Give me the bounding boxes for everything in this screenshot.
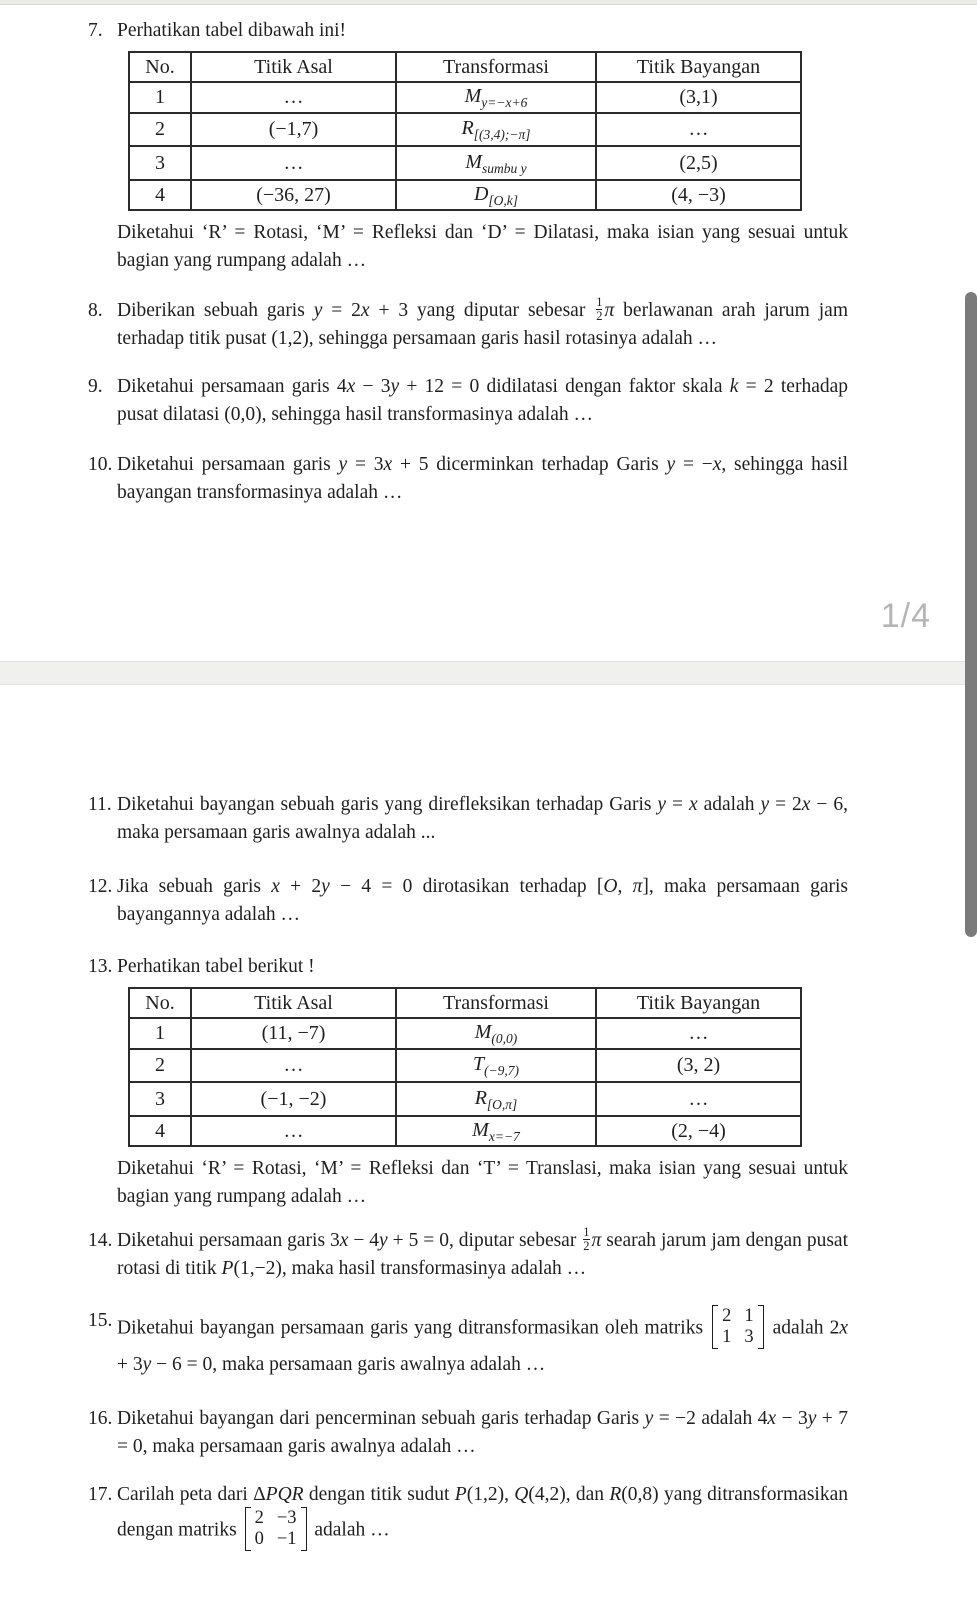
question-body: Diketahui bayangan dari pencerminan sebuah garis terhadap Garis y = −2 adalah 4x − 3y + 7 = 0, maka persamaan garis awalnya adalah … xyxy=(117,1408,848,1458)
table-cell: 4 xyxy=(129,180,191,210)
table-cell: … xyxy=(191,146,396,180)
question-number: 8. xyxy=(88,300,103,321)
table-cell: (4, −3) xyxy=(596,180,801,210)
fraction: $\frac{1}{2}$ xyxy=(596,295,603,324)
page-indicator: 1/4 xyxy=(880,597,931,635)
table-row xyxy=(129,1116,801,1146)
table-header-row xyxy=(129,988,801,1018)
table-cell: (3, 2) xyxy=(596,1049,801,1082)
table-cell: (−1, −2) xyxy=(191,1082,396,1116)
transformation-table-13 xyxy=(128,987,802,1147)
table-cell: 1 xyxy=(129,1018,191,1049)
question-14 xyxy=(88,1227,848,1283)
question-body: Diketahui persamaan garis 4x − 3y + 12 = 0 didilatasi dengan faktor skala k = 2 terhadap pusat dilatasi (0,0), sehingga hasil transformasinya adalah … xyxy=(117,376,848,426)
question-number: 10. xyxy=(88,454,113,476)
question-body: Diketahui bayangan sebuah garis yang direfleksikan terhadap Garis y = x adalah y = 2x − 6, maka persamaan garis awalnya adalah ... xyxy=(117,794,848,843)
table-cell: 4 xyxy=(129,1116,191,1146)
question-number: 15. xyxy=(88,1310,113,1332)
matrix-entry: 3 xyxy=(744,1327,754,1348)
table-cell: … xyxy=(191,82,396,113)
transformation-table-7 xyxy=(128,51,802,211)
matrix-entry: 0 xyxy=(254,1529,264,1550)
table-cell: 3 xyxy=(129,1082,191,1116)
table-header-cell: No. xyxy=(129,988,191,1018)
table-cell: $D_{[O,k]}$ xyxy=(396,180,596,210)
table-cell: … xyxy=(596,1018,801,1049)
question-13 xyxy=(88,953,848,1211)
table-cell: $T_{(-9,7)}$ xyxy=(396,1049,596,1082)
table-cell: 1 xyxy=(129,82,191,113)
table-cell: (2, −4) xyxy=(596,1116,801,1146)
matrix xyxy=(245,1507,307,1551)
question-number: 13. xyxy=(88,956,113,977)
table-cell: (11, −7) xyxy=(191,1018,396,1049)
table-header-row xyxy=(129,52,801,82)
question-body: Perhatikan tabel dibawah ini! xyxy=(117,20,347,41)
table-row xyxy=(129,1082,801,1116)
matrix-entry: −1 xyxy=(276,1529,297,1550)
question-number: 16. xyxy=(88,1408,113,1430)
table-header-cell: Titik Asal xyxy=(191,988,396,1018)
question-body: Diberikan sebuah garis y = 2x + 3 yang diputar sebesar $\frac{1}{2}$ π berlawanan arah jarum jam terhadap titik pusat (1,2), sehingga persamaan garis hasil rotasinya adalah … xyxy=(117,295,848,350)
matrix-entries xyxy=(251,1507,301,1551)
table-cell: … xyxy=(596,113,801,146)
table-cell: $M_{y=-x+6}$ xyxy=(396,82,596,113)
question-body: Diketahui persamaan garis 3x − 4y + 5 = 0, diputar sebesar $\frac{1}{2}$ π searah jarum jam dengan pusat rotasi di titik P(1,−2), maka hasil transformasinya adalah … xyxy=(117,1225,849,1280)
table-row xyxy=(129,180,801,210)
question-10 xyxy=(88,451,848,507)
matrix-bracket-right xyxy=(758,1305,764,1349)
page-2 xyxy=(0,685,977,1617)
table-header-cell: No. xyxy=(129,52,191,82)
table-row xyxy=(129,82,801,113)
matrix-bracket-right xyxy=(301,1507,307,1551)
question-body: Diketahui bayangan persamaan garis yang ditransformasikan oleh matriks 2 1 1 3 adalah 2x + 3y − 6 = 0, maka persamaan garis awalnya adalah … xyxy=(117,1306,848,1376)
question-8 xyxy=(88,297,848,353)
question-17 xyxy=(88,1481,848,1553)
table-row xyxy=(129,146,801,180)
question-number: 7. xyxy=(88,20,103,41)
matrix-entry: 2 xyxy=(254,1508,264,1529)
question-12 xyxy=(88,873,848,929)
question-number: 12. xyxy=(88,876,113,897)
question-body: Diketahui persamaan garis y = 3x + 5 dicerminkan terhadap Garis y = −x, sehingga hasil bayangan transformasinya adalah … xyxy=(117,454,848,504)
table-header-cell: Transformasi xyxy=(396,52,596,82)
table-header-cell: Transformasi xyxy=(396,988,596,1018)
table-cell: … xyxy=(596,1082,801,1116)
matrix-entry: −3 xyxy=(276,1508,297,1529)
table-cell: $M_{x=-7}$ xyxy=(396,1116,596,1146)
question-body: Jika sebuah garis x + 2y − 4 = 0 dirotasikan terhadap [O, π], maka persamaan garis bayangannya adalah … xyxy=(117,876,849,925)
table-cell: 2 xyxy=(129,113,191,146)
question-body: Perhatikan tabel berikut ! xyxy=(117,956,315,977)
page-2-questions xyxy=(88,791,977,1553)
table-cell: … xyxy=(191,1116,396,1146)
table-cell: $M_{sumbu y}$ xyxy=(396,146,596,180)
question-16 xyxy=(88,1405,848,1461)
table-cell: $R_{[O,\pi]}$ xyxy=(396,1082,596,1116)
question-tail: Diketahui ‘R’ = Rotasi, ‘M’ = Refleksi dan ‘D’ = Dilatasi, maka isian yang sesuai untuk bagian yang rumpang adalah … xyxy=(117,222,848,271)
matrix-entry: 2 xyxy=(722,1306,732,1327)
table-cell: (−36, 27) xyxy=(191,180,396,210)
question-number: 17. xyxy=(88,1484,113,1506)
question-number: 14. xyxy=(88,1230,113,1251)
fraction: $\frac{1}{2}$ xyxy=(583,1225,590,1254)
page-1 xyxy=(0,5,977,661)
question-body: Carilah peta dari ΔPQR dengan titik sudut P(1,2), Q(4,2), dan R(0,8) yang ditransformasikan dengan matriks 2 −3 0 −1 adalah … xyxy=(117,1484,848,1550)
table-cell: (−1,7) xyxy=(191,113,396,146)
matrix xyxy=(712,1305,764,1349)
table-row xyxy=(129,113,801,146)
table-cell: 3 xyxy=(129,146,191,180)
page-1-questions xyxy=(88,17,977,507)
scrollbar-thumb[interactable] xyxy=(965,292,977,937)
matrix-entry: 1 xyxy=(744,1306,754,1327)
table-header-cell: Titik Bayangan xyxy=(596,988,801,1018)
table-cell: (3,1) xyxy=(596,82,801,113)
table-cell: (2,5) xyxy=(596,146,801,180)
table-cell: $M_{(0,0)}$ xyxy=(396,1018,596,1049)
question-11 xyxy=(88,791,848,847)
table-header-cell: Titik Asal xyxy=(191,52,396,82)
page-separator xyxy=(0,661,977,685)
question-tail: Diketahui ‘R’ = Rotasi, ‘M’ = Refleksi dan ‘T’ = Translasi, maka isian yang sesuai untuk bagian yang rumpang adalah … xyxy=(117,1158,848,1207)
table-header-cell: Titik Bayangan xyxy=(596,52,801,82)
matrix-entries xyxy=(718,1305,758,1349)
question-15 xyxy=(88,1307,848,1379)
matrix-entry: 1 xyxy=(722,1327,732,1348)
table-cell: … xyxy=(191,1049,396,1082)
question-7 xyxy=(88,17,848,275)
question-9 xyxy=(88,373,848,429)
table-cell: 2 xyxy=(129,1049,191,1082)
table-row xyxy=(129,1049,801,1082)
table-row xyxy=(129,1018,801,1049)
table-cell: $R_{[(3,4);-\pi]}$ xyxy=(396,113,596,146)
question-number: 11. xyxy=(88,794,112,815)
question-number: 9. xyxy=(88,376,103,398)
